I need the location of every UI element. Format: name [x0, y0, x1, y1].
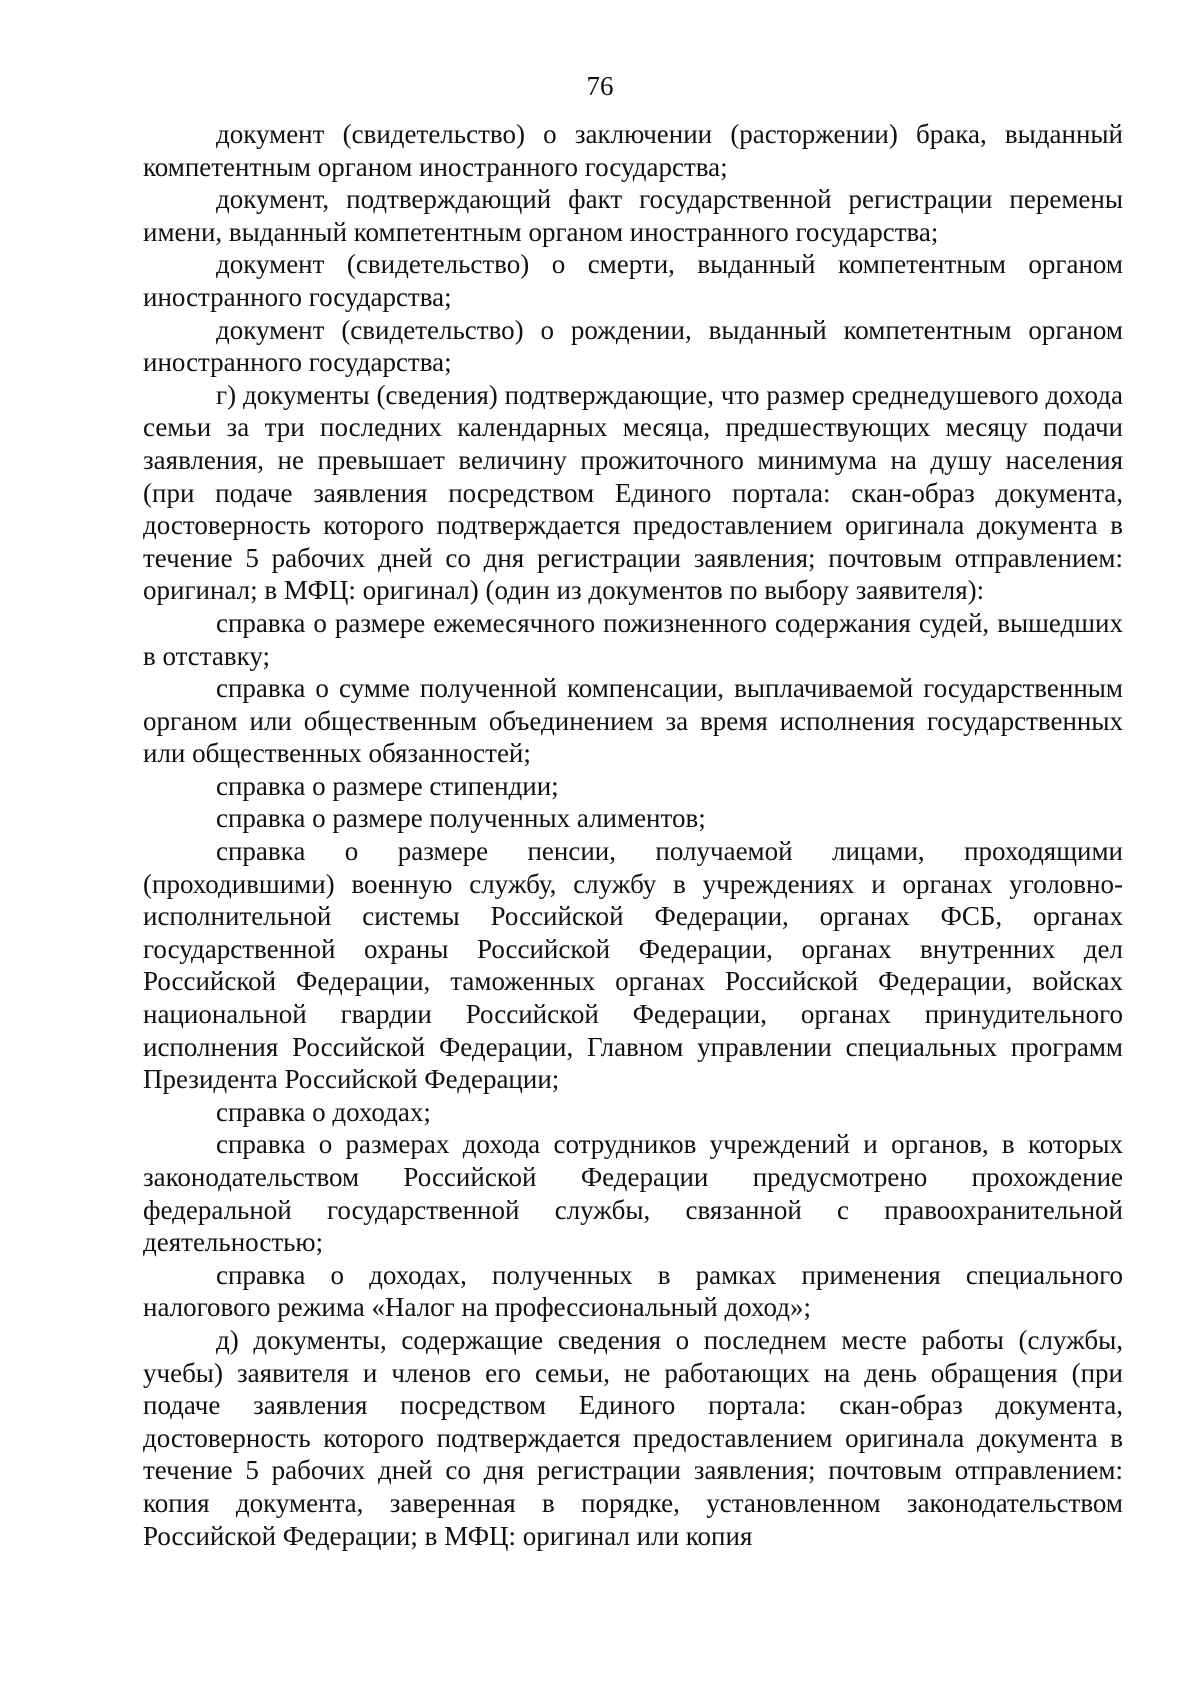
- paragraph-birth-certificate: документ (свидетельство) о рождении, выданный компетентным органом иностранного государства;: [143, 314, 1123, 378]
- paragraph-name-change: документ, подтверждающий факт государственной регистрации перемены имени, выданный компетентным органом иностранного государства;: [143, 184, 1123, 247]
- paragraph-professional-income-tax: справка о доходах, полученных в рамках применения специального налогового режима «Налог на профессиональный доход»;: [143, 1259, 1123, 1323]
- paragraph-item-g-income: г) документы (сведения) подтверждающие, что размер среднедушевого дохода семьи за три последних календарных месяца, предшествующих месяцу подачи заявления, не превышает величину прожиточного минимума на душу населения (при подаче заявления посредством Единого портала: скан-образ документа, достоверность которого подтверждается предоставлением оригинала документа в течение 5 рабочих дней со дня регистрации заявления; почтовым отправлением: оригинал; в МФЦ: оригинал) (один из документов по выбору заявителя):: [143, 379, 1123, 606]
- paragraph-item-d-last-workplace: д) документы, содержащие сведения о последнем месте работы (службы, учебы) заявителя и членов его семьи, не работающих на день обращения (при подаче заявления посредством Единого портала: скан-образ документа, достоверность которого подтверждается предоставлением оригинала документа в течение 5 рабочих дней со дня регистрации заявления; почтовым отправлением: копия документа, заверенная в порядке, установленном законодательством Российской Федерации; в МФЦ: оригинал или копия: [143, 1324, 1123, 1551]
- paragraph-compensation: справка о сумме полученной компенсации, выплачиваемой государственным органом или общественным объединением за время исполнения государственных или общественных обязанностей;: [143, 673, 1123, 769]
- paragraph-stipend: справка о размере стипендии;: [216, 770, 559, 801]
- paragraph-alimony: справка о размере полученных алиментов;: [216, 803, 706, 834]
- page-number: 76: [586, 71, 614, 101]
- document-body: [143, 118, 1123, 1552]
- paragraph-income: справка о доходах;: [216, 1096, 431, 1127]
- paragraph-death-certificate: документ (свидетельство) о смерти, выданный компетентным органом иностранного государства;: [143, 249, 1123, 312]
- paragraph-law-enforcement-income: справка о размерах дохода сотрудников учреждений и органов, в которых законодательством Российской Федерации предусмотрено прохождение федеральной государственной службы, связанной с правоохранительной деятельностью;: [143, 1129, 1123, 1258]
- paragraph-pension: справка о размере пенсии, получаемой лицами, проходящими (проходившими) военную службу, службу в учреждениях и органах уголовно-исполнительной системы Российской Федерации, органах ФСБ, органах государственной охраны Российской Федерации, органах внутренних дел Российской Федерации, таможенных органах Российской Федерации, войсках национальной гвардии Российской Федерации, органах принудительного исполнения Российской Федерации, Главном управлении специальных программ Президента Российской Федерации;: [143, 836, 1123, 1095]
- paragraph-judges-allowance: справка о размере ежемесячного пожизненного содержания судей, вышедших в отставку;: [143, 607, 1123, 671]
- paragraph-marriage-certificate: документ (свидетельство) о заключении (расторжении) брака, выданный компетентным органом иностранного государства;: [143, 119, 1123, 182]
